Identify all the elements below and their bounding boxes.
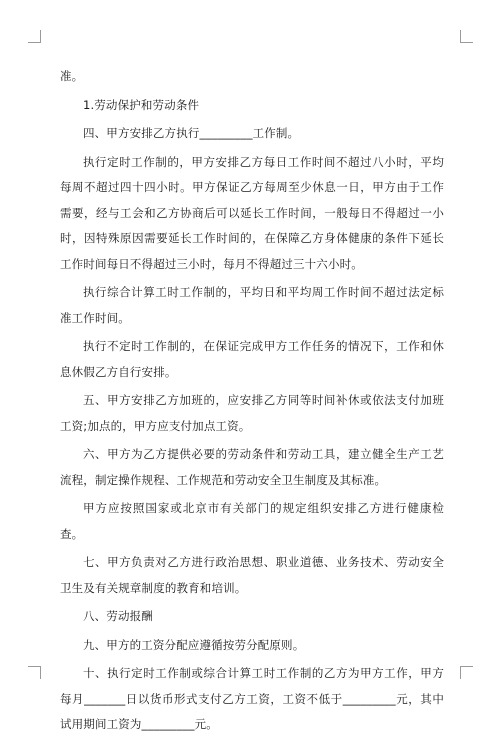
paragraph-clause-4: 四、甲方安排乙方执行_________工作制。 [83,126,300,140]
paragraph-section-heading-labor-protection: 1.劳动保护和劳动条件 [83,97,200,112]
paragraph-continuation: 准。 [60,69,84,83]
paragraph-clause-10: 十、执行定时工作制或综合计算工时工作制的乙方为甲方工作，甲方每月_______日以货币形式支付乙方工资，工资不低于_________元，其中试用期间工资为_________元。 [60,666,444,731]
paragraph-fixed-hours: 执行定时工作制的，甲方安排乙方每日工作时间不超过八小时，平均每周不超过四十四小时。甲方保证乙方每周至少休息一日，甲方由于工作需要，经与工会和乙方协商后可以延长工作时间，一般每日不得超过一小时，因特殊原因需要延长工作时间的，在保障乙方身体健康的条件下延长工作时间每日不得超过三小时，每月不得超过三十六小时。 [60,154,444,271]
crop-mark-top-left [28,30,41,43]
paragraph-flexible-hours: 执行不定时工作制的，在保证完成甲方工作任务的情况下，工作和休息休假乙方自行安排。 [60,339,444,379]
crop-mark-bottom-right [460,666,473,679]
paragraph-comprehensive-hours: 执行综合计算工时工作制的，平均日和平均周工作时间不超过法定标准工作时间。 [60,285,444,325]
crop-mark-bottom-left [28,666,41,679]
paragraph-clause-7: 七、甲方负责对乙方进行政治思想、职业道德、业务技术、劳动安全卫生及有关规章制度的教育和培训。 [60,555,444,595]
paragraph-clause-9: 九、甲方的工资分配应遵循按劳分配原则。 [83,637,305,652]
paragraph-clause-6: 六、甲方为乙方提供必要的劳动条件和劳动工具，建立健全生产工艺流程，制定操作规程、工作规范和劳动安全卫生制度及其标准。 [60,447,444,487]
paragraph-section-heading-remuneration: 八、劳动报酬 [83,609,153,623]
crop-mark-top-right [460,30,473,43]
document-body [60,64,444,741]
paragraph-clause-5: 五、甲方安排乙方加班的，应安排乙方同等时间补休或依法支付加班工资;加点的，甲方应支付加点工资。 [60,393,444,433]
paragraph-health-check: 甲方应按照国家或北京市有关部门的规定组织安排乙方进行健康检查。 [60,501,444,541]
